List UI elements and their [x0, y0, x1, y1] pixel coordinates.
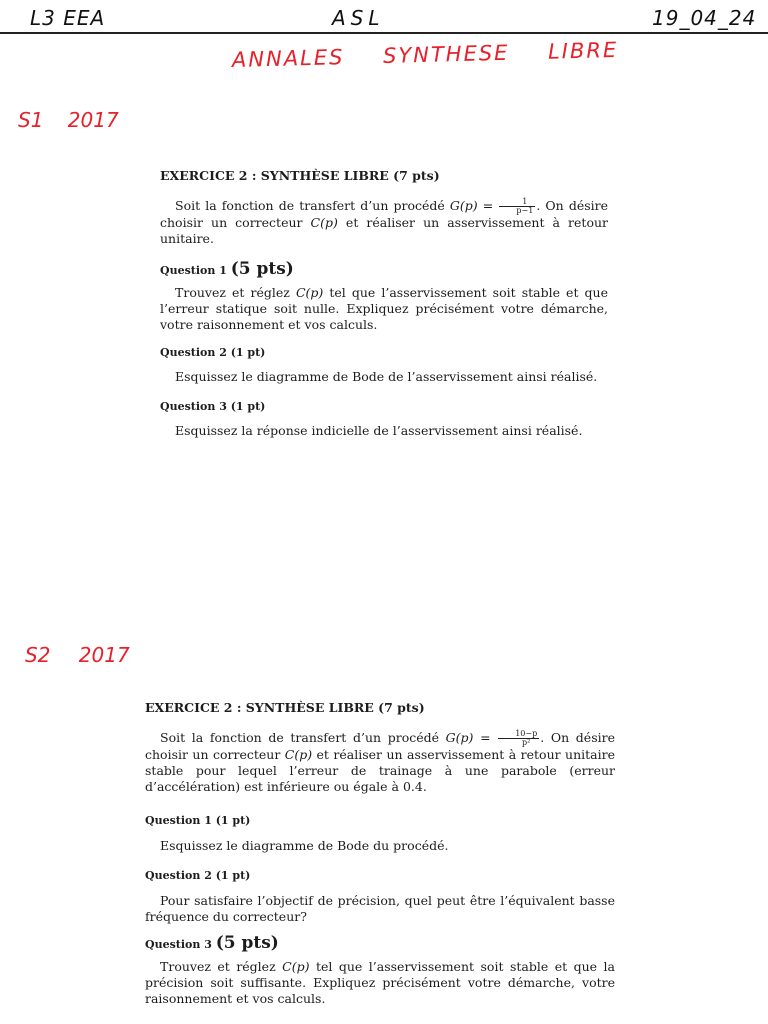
fraction-numerator: 10−p	[498, 730, 539, 739]
intro-text: . On désire choisir un correcteur	[160, 198, 609, 230]
question-2-heading	[160, 345, 608, 361]
question-1-text: Esquissez le diagramme de Bode du procédé.	[160, 838, 449, 853]
header-center-text: ASL	[332, 6, 385, 30]
page-heading: ANNALES SYNTHESE LIBRE	[231, 37, 619, 72]
intro-text: et réaliser un asservissement à retour unitaire stable pour lequel l’erreur de trainage à une parabole (erreur d’accélération) est inférieure ou égale à 0.4.	[145, 747, 615, 794]
exercise-1-title: EXERCICE 2 : SYNTHÈSE LIBRE (7 pts)	[160, 168, 440, 183]
intro-text: . On désire choisir un correcteur	[145, 730, 615, 762]
question-text: Trouvez et réglez	[175, 285, 296, 300]
question-text: tel que l’asservissement soit stable et que la précision soit suffisante. Expliquez précisément votre démarche, votre raisonnement et vos calculs.	[145, 959, 615, 1006]
question-3-text	[145, 959, 615, 1007]
question-text: tel que l’asservissement soit stable et que l’erreur statique soit nulle. Expliquez précisément votre démarche, votre raisonnement et vos calculs.	[160, 285, 608, 332]
question-3-heading	[160, 399, 608, 415]
transfer-function-fraction	[499, 198, 535, 215]
exercise-2-intro	[145, 730, 615, 795]
question-points: (1 pt)	[215, 869, 251, 882]
section-1-label: S1 2017	[18, 108, 119, 132]
question-points: (5 pts)	[215, 933, 279, 953]
question-2-text: Esquissez le diagramme de Bode de l’asservissement ainsi réalisé.	[175, 369, 598, 384]
question-points: (1 pt)	[230, 400, 266, 413]
question-points: (1 pt)	[215, 814, 251, 827]
question-label: Question 3	[160, 400, 231, 413]
fraction-denominator: p²	[522, 738, 531, 747]
corrector-symbol: C(p)	[295, 285, 324, 300]
exercise-2	[145, 700, 615, 1007]
question-1-heading	[145, 813, 615, 829]
question-label: Question 1	[160, 264, 231, 277]
intro-text: Soit la fonction de transfert d’un procédé	[175, 198, 450, 213]
question-2-text: Pour satisfaire l’objectif de précision, quel peut être l’équivalent basse fréquence du correcteur?	[145, 893, 615, 924]
header-left-text: L3 EEA	[30, 6, 106, 30]
question-text: Trouvez et réglez	[160, 959, 283, 974]
section-2-label: S2 2017	[25, 643, 130, 667]
transfer-function-fraction	[498, 730, 539, 747]
question-label: Question 2	[145, 869, 216, 882]
question-1-heading	[160, 261, 608, 279]
question-label: Question 3	[145, 938, 216, 951]
question-2-heading	[145, 868, 615, 884]
transfer-function-label: G(p) =	[449, 198, 499, 213]
corrector-symbol: C(p)	[310, 215, 338, 230]
corrector-symbol: C(p)	[284, 747, 313, 762]
question-3-text: Esquissez la réponse indicielle de l’asservissement ainsi réalisé.	[175, 423, 583, 438]
question-1-text	[160, 285, 608, 333]
header-date: 19_04_24	[652, 6, 757, 30]
question-points: (5 pts)	[230, 259, 294, 279]
header-rule	[0, 32, 768, 34]
fraction-denominator: p−1	[516, 206, 534, 215]
intro-text: Soit la fonction de transfert d’un procédé	[160, 730, 446, 745]
exercise-1-intro	[160, 198, 608, 247]
question-label: Question 2	[160, 346, 231, 359]
question-points: (1 pt)	[230, 346, 266, 359]
exercise-1	[160, 168, 608, 439]
transfer-function-label: G(p) =	[445, 730, 498, 745]
question-3-heading	[145, 935, 615, 953]
fraction-numerator: 1	[499, 198, 535, 207]
corrector-symbol: C(p)	[282, 959, 310, 974]
question-label: Question 1	[145, 814, 216, 827]
exercise-2-title: EXERCICE 2 : SYNTHÈSE LIBRE (7 pts)	[145, 700, 425, 715]
intro-text: et réaliser un asservissement à retour unitaire.	[160, 215, 608, 246]
